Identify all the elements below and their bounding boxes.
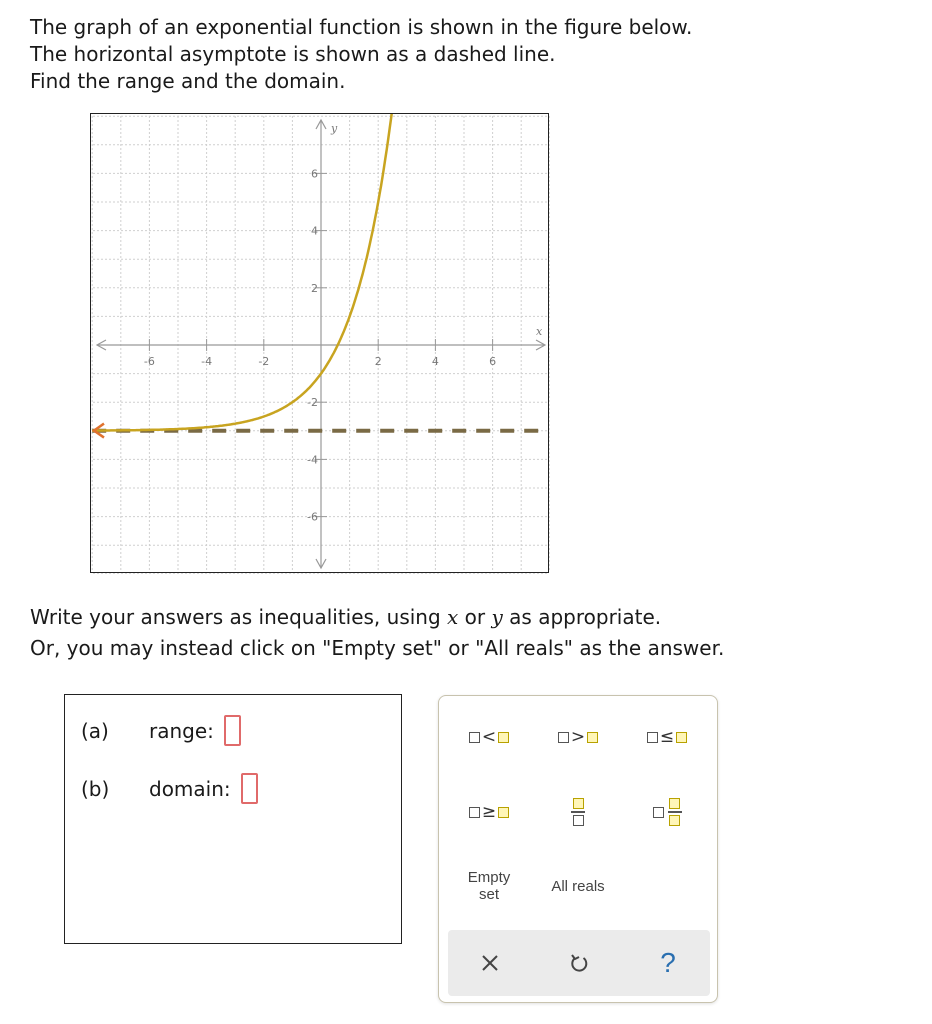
greater-than-button[interactable]: > [543,717,613,757]
function-curve [92,114,424,431]
instructions-line-2: Or, you may instead click on "Empty set" or "All reals" as the answer. [30,636,725,660]
y-tick-label: 2 [311,281,318,295]
prompt-line-1: The graph of an exponential function is shown in the figure below. [30,15,693,39]
answer-box [64,694,402,944]
mixed-number-icon [668,798,682,826]
part-b-label: (b) [81,776,110,801]
less-than-or-equal-button[interactable]: ≤ [632,717,702,757]
y-tick-label: 4 [311,224,318,238]
graph-svg [91,114,550,574]
mixed-number-button[interactable] [632,792,702,832]
math-keypad [438,695,718,1003]
undo-icon [567,951,591,975]
problem-prompt [30,14,692,95]
fraction-button[interactable] [543,792,613,832]
x-tick-label: 6 [489,355,497,368]
domain-row [81,773,258,804]
fraction-icon [571,798,585,826]
all-reals-button[interactable]: All reals [551,877,605,895]
x-axis-label: x [536,325,543,338]
x-tick-label: -2 [258,355,270,368]
var-x: x [447,605,459,629]
part-a-label: (a) [81,718,109,743]
range-input[interactable] [224,715,241,746]
undo-button[interactable] [559,943,599,983]
less-than-button[interactable]: < [454,717,524,757]
y-tick-label: -4 [307,453,318,467]
help-button[interactable] [648,943,688,983]
domain-input[interactable] [241,773,258,804]
y-axis-label: y [331,122,338,135]
exponential-graph [90,113,549,573]
keypad-action-bar [448,930,710,996]
y-tick-label: -6 [307,510,318,524]
prompt-line-2: The horizontal asymptote is shown as a dashed line. [30,42,556,66]
y-tick-label: 6 [311,167,318,181]
domain-label: domain: [149,776,231,801]
x-tick-label: -4 [201,355,213,368]
x-tick-label: 4 [431,355,439,368]
greater-than-or-equal-button[interactable]: ≥ [454,792,524,832]
prompt-line-3: Find the range and the domain. [30,69,346,93]
range-label: range: [149,718,214,743]
instructions-line-1: Write your answers as inequalities, using x or y as appropriate. [30,605,662,629]
empty-set-button[interactable]: Empty set [467,869,511,903]
x-tick-label: 2 [374,355,382,368]
var-y: y [491,605,503,629]
help-icon: ? [660,947,676,978]
answer-instructions [30,602,724,664]
close-icon [479,952,501,974]
clear-button[interactable] [470,943,510,983]
y-tick-label: -2 [307,396,318,410]
range-row [81,715,241,746]
x-tick-label: -6 [143,355,155,368]
